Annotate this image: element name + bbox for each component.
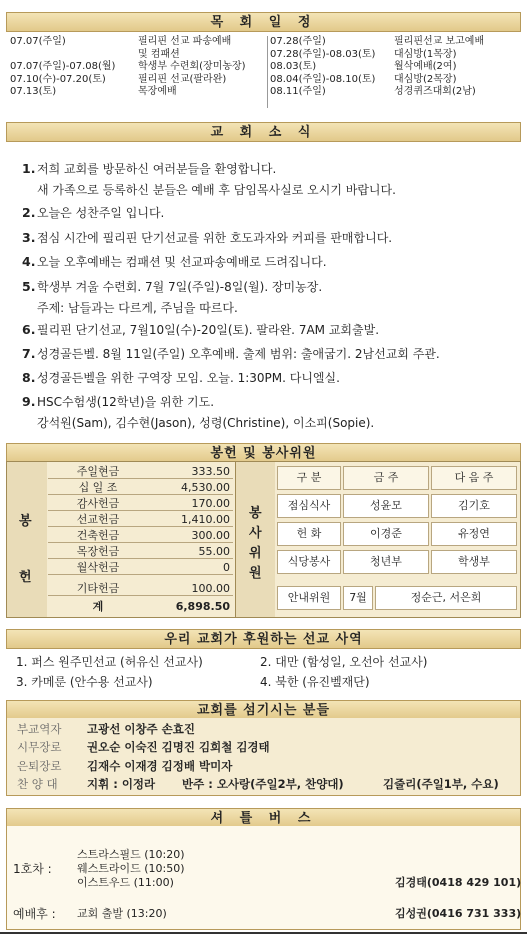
schedule-date: 08.04(주일)-08.10(토) [270,73,376,85]
offering-amount: 333.50 [191,465,230,478]
news-text: 오늘 오후예배는 컴패션 및 선교파송예배로 드려집니다. [37,255,327,269]
schedule-date [10,49,135,62]
offering-total-row [48,600,233,614]
offering-label: 선교헌금 [76,513,120,526]
news-number: 9. [22,394,36,409]
offering-row [48,529,233,543]
offering-section [6,461,521,618]
schedule-date: 07.07(주일) [10,36,66,47]
servants-accompanist: 반주 : 오사랑(주일2부, 찬양대) [182,777,344,791]
schedule-header: 목 회 일 정 [6,12,521,32]
service-next-week: 김기호 [431,494,517,518]
news-number: 5. [22,279,36,294]
schedule-event: 학생부 수련회(장미농장) [138,61,246,72]
schedule-right-events [394,36,520,99]
mission-item: 1. 퍼스 원주민선교 (허유신 선교사) [16,655,203,669]
news-number: 2. [22,205,36,220]
news-text: 점심 시간에 필리핀 단기선교를 위한 호도과자와 커피를 판매합니다. [37,231,393,245]
bottom-divider [0,932,527,934]
service-header-cell: 다 음 주 [431,466,517,490]
offering-label: 주일현금 [76,465,120,478]
service-this-week: 성윤모 [343,494,429,518]
schedule-event: 대심방(1목장) [394,48,457,60]
service-next-week: 학생부 [431,550,517,574]
mission-item: 3. 카메룬 (안수용 선교사) [16,675,153,689]
schedule-date: 07.28(주일) [270,36,326,47]
offering-label: 감사헌금 [76,497,120,510]
news-text: 필리핀 단기선교, 7월10일(수)-20일(토). 팔라완. 7AM 교회출발. [37,323,380,337]
service-side-char: 위 [249,546,262,561]
offering-header: 봉헌 및 봉사위원 [6,443,521,463]
mission-item: 4. 북한 (유진벨재단) [260,675,370,689]
schedule-event: 대심방(2목장) [394,73,457,85]
servants-names: 지휘 : 이정라 [87,777,156,791]
shuttle-bus1-label: 1호차 : [13,862,52,876]
schedule-divider [267,36,268,108]
servants-role: 시무장로 [17,740,62,754]
news-number: 8. [22,370,36,385]
shuttle-stop: 스트라스필드 (10:20) [77,848,185,861]
offering-amount: 1,410.00 [181,513,230,526]
service-role: 헌 화 [277,522,341,546]
news-text: HSC수험생(12학년)을 위한 기도. [37,395,215,409]
service-this-week: 청년부 [343,550,429,574]
news-text: 성경골든벨. 8월 11일(주일) 오후예배. 출제 범위: 출애굽기. 2남선교회 주관. [37,347,440,361]
offering-row [48,465,233,479]
offering-row [48,582,233,596]
offering-row [48,497,233,511]
offering-amount: 6,898.50 [175,600,230,613]
offering-label: 건축헌금 [76,529,120,542]
offering-amount: 170.00 [191,497,230,510]
news-text: 학생부 겨울 수련회. 7월 7일(주일)-8일(월). 장미농장. [37,280,323,294]
servants-names: 김재수 이재경 김정배 박미자 [87,759,233,773]
schedule-date: 08.03(토) [270,61,317,72]
shuttle-stop: 웨스트라이드 (10:50) [77,862,185,875]
schedule-event: 목장예배 [138,86,177,97]
service-this-week: 이경준 [343,522,429,546]
shuttle-section [6,826,521,930]
offering-label: 십 일 조 [78,481,118,494]
servants-accompanist: 김줄리(주일1부, 수요) [383,777,499,791]
news-number: 6. [22,322,36,337]
service-header-cell: 금 주 [343,466,429,490]
offering-amount: 55.00 [198,545,230,558]
servants-role: 부교역자 [17,722,62,736]
schedule-event: 성경퀴즈대회(2남) [394,86,476,97]
usher-names: 정순근, 서은희 [375,586,517,610]
service-side-char: 원 [249,566,262,581]
service-next-week: 유정연 [431,522,517,546]
offering-label: 계 [92,600,104,613]
servants-names: 고광선 이창주 손효진 [87,722,195,736]
offering-amount: 0 [223,561,230,574]
schedule-left-dates [10,36,135,99]
schedule-date: 07.28(주일)-08.03(토) [270,48,376,60]
offering-amount: 100.00 [191,582,230,595]
service-role: 점심식사 [277,494,341,518]
news-text: 오늘은 성찬주일 입니다. [37,206,165,220]
shuttle-header: 셔 틀 버 스 [6,808,521,828]
news-text: 새 가족으로 등록하신 분들은 예배 후 담임목사실로 오시기 바랍니다. [37,183,396,197]
schedule-event: 필리핀 선교 파송예배 [138,36,232,47]
service-header-cell: 구 분 [277,466,341,490]
news-text: 성경골든벨을 위한 구역장 모임. 오늘. 1:30PM. 다니엘실. [37,371,340,385]
service-side-label [235,462,275,617]
shuttle-bus2-label: 예배후 : [13,907,56,921]
offering-amount: 4,530.00 [181,481,230,494]
service-side-char: 사 [249,526,262,541]
news-header: 교 회 소 식 [6,122,521,142]
schedule-event: 월삭예배(2여) [394,61,457,72]
news-number: 4. [22,254,36,269]
servants-names: 권오순 이숙진 김명진 김희철 김경태 [87,740,270,754]
shuttle-bus1-driver: 김경태(0418 429 101) [395,876,522,889]
service-side-char: 봉 [249,506,262,521]
shuttle-bus2-driver: 김성권(0416 731 333) [395,907,522,920]
schedule-date: 07.13(토) [10,86,57,97]
mission-item: 2. 대만 (함성일, 오선아 선교사) [260,655,428,669]
servants-header: 교회를 섬기시는 분들 [6,700,521,720]
news-number: 1. [22,161,36,176]
offering-row [48,513,233,527]
mission-header: 우리 교회가 후원하는 선교 사역 [6,629,521,649]
schedule-event: 필리핀선교 보고예배 [394,36,485,47]
schedule-date: 08.11(주일) [270,86,326,97]
news-text: 저희 교회를 방문하신 여러분들을 환영합니다. [37,162,277,176]
news-text: 강석원(Sam), 김수현(Jason), 성령(Christine), 이소피(Sopie). [37,416,375,430]
offering-amount: 300.00 [191,529,230,542]
offering-row [48,561,233,575]
offering-row [48,545,233,559]
schedule-date: 07.10(수)-07.20(토) [10,73,106,85]
news-number: 3. [22,230,36,245]
servants-role: 은퇴장로 [17,759,62,773]
usher-role: 안내위원 [277,586,341,610]
news-number: 7. [22,346,36,361]
offering-label: 목장헌금 [76,545,120,558]
servants-role: 찬 양 대 [17,777,58,791]
usher-month: 7월 [343,586,373,610]
servants-section [6,718,521,796]
offering-label: 월삭헌금 [76,561,120,574]
offering-label: 기타헌금 [76,582,120,595]
offering-side-char: 봉 [19,514,32,529]
offering-table [48,462,233,617]
schedule-event: 필리핀 선교(팔라완) [138,73,227,85]
shuttle-stop: 이스트우드 (11:00) [77,876,174,889]
schedule-date: 07.07(주일)-07.08(월) [10,61,116,72]
service-role: 식당봉사 [277,550,341,574]
offering-side-char: 헌 [19,570,32,585]
offering-side-label [7,462,47,617]
schedule-right-dates [270,36,395,99]
schedule-left-events [138,36,268,99]
offering-row [48,481,233,495]
schedule-event: 및 컴패션 [138,48,180,60]
news-text: 주제: 남들과는 다르게, 주님을 따르다. [37,301,238,315]
shuttle-bus2-route: 교회 출발 (13:20) [77,907,167,920]
